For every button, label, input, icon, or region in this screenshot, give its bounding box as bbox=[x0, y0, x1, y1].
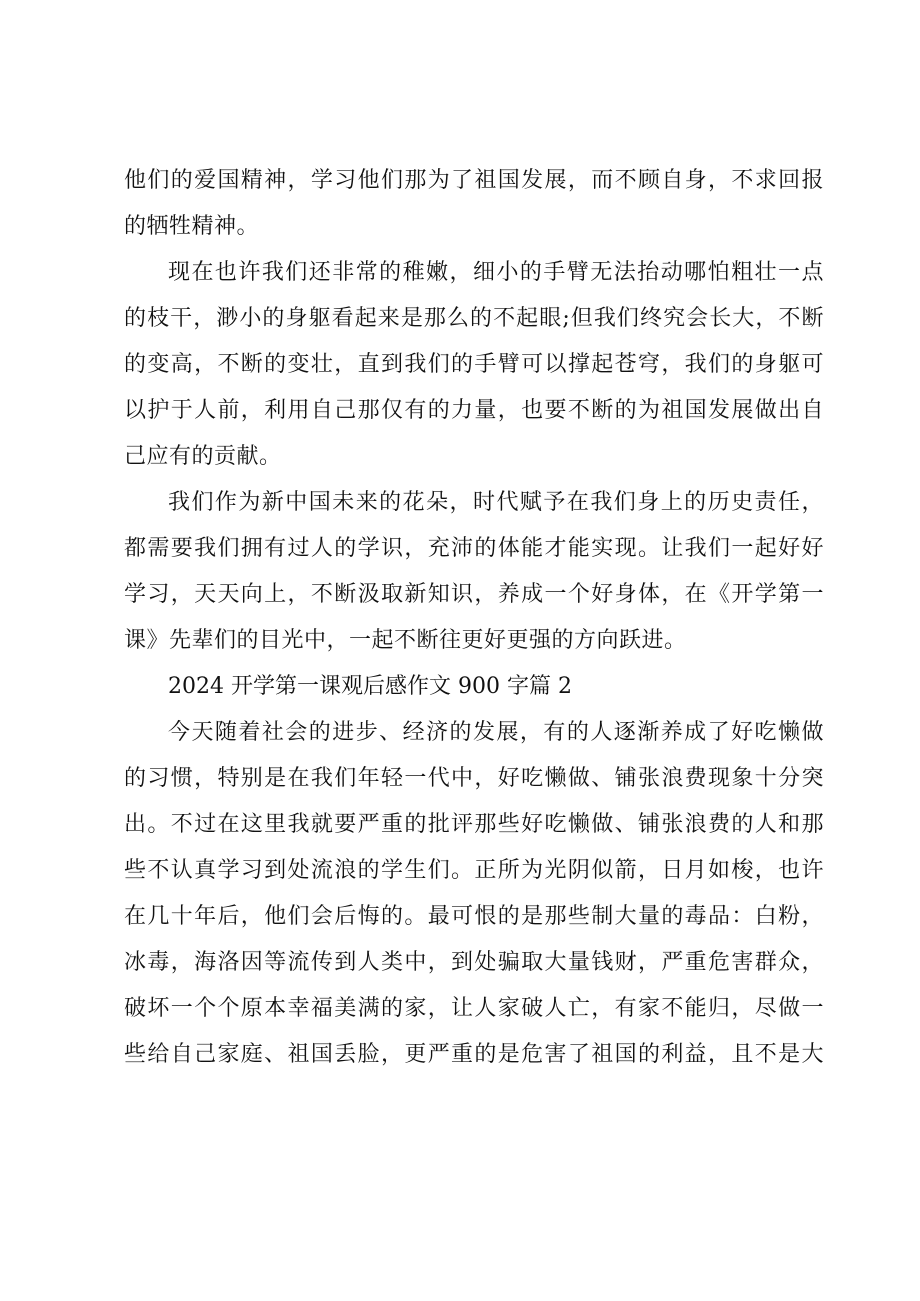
section-heading: 2024 开学第一课观后感作文 900 字篇 2 bbox=[168, 674, 572, 699]
paragraph-line: 我们作为新中国未来的花朵，时代赋予在我们身上的历史责任， bbox=[168, 490, 824, 515]
paragraph-line: 他们的爱国精神，学习他们那为了祖国发展，而不顾自身，不求回报 bbox=[124, 168, 824, 193]
paragraph-line: 都需要我们拥有过人的学识，充沛的体能才能实现。让我们一起好好 bbox=[124, 536, 824, 561]
paragraph-line: 的习惯，特别是在我们年轻一代中，好吃懒做、铺张浪费现象十分突 bbox=[124, 766, 824, 791]
article-body bbox=[124, 158, 824, 1078]
paragraph-line: 些给自己家庭、祖国丢脸，更严重的是危害了祖国的利益，且不是大 bbox=[124, 1042, 824, 1067]
paragraph-line: 在几十年后，他们会后悔的。最可恨的是那些制大量的毒品：白粉， bbox=[124, 904, 824, 929]
paragraph-line: 的牺牲精神。 bbox=[124, 214, 260, 239]
paragraph-line: 今天随着社会的进步、经济的发展，有的人逐渐养成了好吃懒做 bbox=[168, 720, 824, 745]
paragraph-line: 冰毒，海洛因等流传到人类中，到处骗取大量钱财，严重危害群众， bbox=[124, 950, 824, 975]
paragraph-line: 些不认真学习到处流浪的学生们。正所为光阴似箭，日月如梭，也许 bbox=[124, 858, 824, 883]
paragraph-line: 破坏一个个原本幸福美满的家，让人家破人亡，有家不能归，尽做一 bbox=[124, 996, 824, 1021]
paragraph-line: 的变高，不断的变壮，直到我们的手臂可以撑起苍穹，我们的身躯可 bbox=[124, 352, 824, 377]
paragraph-line: 学习，天天向上，不断汲取新知识，养成一个好身体，在《开学第一 bbox=[124, 582, 824, 607]
paragraph-line: 己应有的贡献。 bbox=[124, 444, 282, 469]
paragraph-line: 现在也许我们还非常的稚嫩，细小的手臂无法抬动哪怕粗壮一点 bbox=[168, 260, 824, 285]
paragraph-line: 的枝干，渺小的身躯看起来是那么的不起眼;但我们终究会长大，不断 bbox=[124, 306, 824, 331]
paragraph-line: 课》先辈们的目光中，一起不断往更好更强的方向跃进。 bbox=[124, 628, 687, 653]
paragraph-line: 以护于人前，利用自己那仅有的力量，也要不断的为祖国发展做出自 bbox=[124, 398, 824, 423]
paragraph-line: 出。不过在这里我就要严重的批评那些好吃懒做、铺张浪费的人和那 bbox=[124, 812, 824, 837]
